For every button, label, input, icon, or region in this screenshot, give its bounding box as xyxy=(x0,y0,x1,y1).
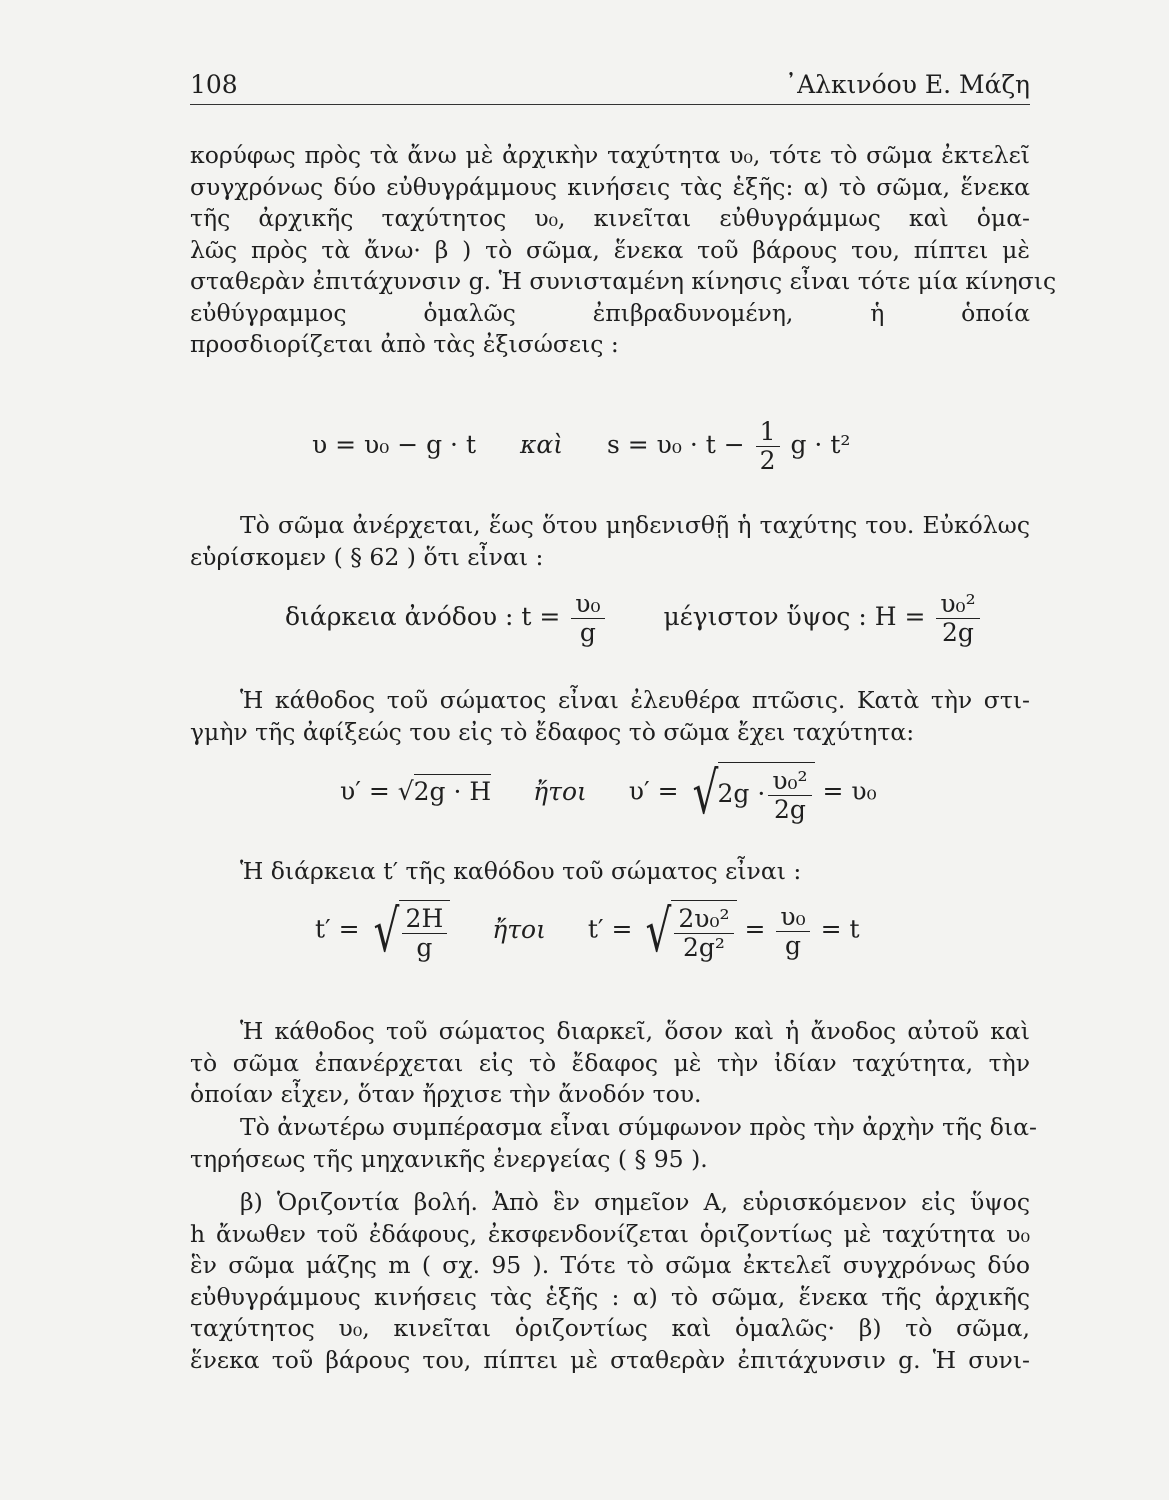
text-line: β) Ὁριζοντία βολή. Ἀπὸ ἓν σημεῖον Α, εὑρισκόμενον εἰς ὕψος xyxy=(240,1188,1030,1216)
fraction-denominator: g xyxy=(579,618,596,647)
page-number: 108 xyxy=(190,70,238,99)
text-line: τῆς ἀρχικῆς ταχύτητος υ₀, κινεῖται εὐθυγράμμως καὶ ὁμα- xyxy=(190,204,1030,232)
equals-sign: = xyxy=(744,914,766,944)
fraction-2v-2g xyxy=(674,905,733,962)
paragraph-descent-duration xyxy=(190,856,1030,888)
text-line: Ἡ κάθοδος τοῦ σώματος εἶναι ἐλευθέρα πτῶσις. Κατὰ τὴν στι- xyxy=(240,686,1030,714)
text-line: σταθερὰν ἐπιτάχυνσιν g. Ἡ συνισταμένη κίνησις εἶναι τότε μία κίνησις xyxy=(190,267,1057,295)
fraction-numerator: 2H xyxy=(405,904,444,933)
text-line: ὁποίαν εἶχεν, ὅταν ἤρχισε τὴν ἄνοδόν του. xyxy=(190,1080,702,1108)
fraction-h xyxy=(936,590,979,647)
author-name: ᾿Αλκινόου Ε. Μάζη xyxy=(784,70,1030,99)
fraction-denominator: g xyxy=(416,933,433,962)
running-header xyxy=(190,70,1030,106)
time-result: = t xyxy=(820,914,860,944)
paragraph-vertical-throw xyxy=(190,140,1057,361)
velocity-result: = υ₀ xyxy=(822,776,877,806)
radical-sign: √ xyxy=(645,897,672,965)
header-rule xyxy=(190,104,1030,105)
fraction-2h-g xyxy=(402,905,448,962)
paragraph-conclusion xyxy=(190,1016,1030,1111)
max-height-label: μέγιστον ὕψος : H = xyxy=(663,602,926,631)
equation-final-velocity xyxy=(340,759,877,827)
text-line: κορύφως πρὸς τὰ ἄνω μὲ ἀρχικὴν ταχύτητα υ₀, τότε τὸ σῶμα ἐκτελεῖ xyxy=(190,141,1030,169)
text-line: Τὸ ἀνωτέρω συμπέρασμα εἶναι σύμφωνον πρὸς τὴν ἀρχὴν τῆς δια- xyxy=(240,1113,1037,1141)
equation-descent-time xyxy=(315,897,860,965)
htoi-word: ἤτοι xyxy=(492,914,546,944)
fraction-numerator: υ₀ xyxy=(575,589,601,618)
paragraph-horizontal-throw xyxy=(190,1187,1030,1376)
fraction-v-g xyxy=(776,903,809,960)
text-line: Ἡ διάρκεια t′ τῆς καθόδου τοῦ σώματος εἶναι : xyxy=(240,857,802,885)
radicand-group xyxy=(671,900,736,962)
equation-duration-height xyxy=(285,590,983,647)
radicand-text: 2g · xyxy=(717,779,766,808)
radical-sign: √ xyxy=(373,897,400,965)
text-line: ἕνεκα τοῦ βάρους του, πίπτει μὲ σταθερὰν ἐπιτάχυνσιν g. Ἡ συνι- xyxy=(190,1345,1030,1374)
fraction-in-root xyxy=(768,767,811,824)
text-line: Τὸ σῶμα ἀνέρχεται, ἕως ὅτου μηδενισθῇ ἡ ταχύτης του. Εὐκόλως xyxy=(240,511,1030,539)
fraction-numerator: 2υ₀² xyxy=(678,904,730,933)
text-line: προσδιορίζεται ἀπὸ τὰς ἐξισώσεις : xyxy=(190,330,619,358)
radicand: 2g · H xyxy=(414,774,492,806)
fraction-numerator: υ₀² xyxy=(772,766,808,795)
radicand-group xyxy=(718,762,815,824)
fraction-numerator: 1 xyxy=(759,417,776,446)
text-line: τὸ σῶμα ἐπανέρχεται εἰς τὸ ἔδαφος μὲ τὴν ἰδίαν ταχύτητα, τὴν xyxy=(190,1048,1030,1077)
paragraph-energy xyxy=(190,1112,1037,1175)
ascent-duration-label: διάρκεια ἀνόδου : t = xyxy=(285,602,561,631)
displacement-equation-b: g · t² xyxy=(790,430,851,459)
text-line: εὑρίσκομεν ( § 62 ) ὅτι εἶναι : xyxy=(190,542,544,571)
time-mid: t′ = xyxy=(587,914,633,944)
text-line: h ἄνωθεν τοῦ ἐδάφους, ἐκσφενδονίζεται ὁριζοντίως μὲ ταχύτητα υ₀ xyxy=(190,1219,1030,1248)
htoi-word: ἤτοι xyxy=(533,776,587,806)
fraction-half xyxy=(756,418,780,475)
equation-motion xyxy=(312,418,850,475)
text-line: λῶς πρὸς τὰ ἄνω· β ) τὸ σῶμα, ἕνεκα τοῦ βάρους του, πίπτει μὲ xyxy=(190,235,1030,264)
kai-word: καὶ xyxy=(519,430,564,459)
time-left: t′ = xyxy=(315,914,360,944)
fraction-numerator: υ₀ xyxy=(780,901,806,931)
radical-sign: √ xyxy=(692,759,718,827)
fraction-denominator: 2 xyxy=(759,446,776,475)
text-line: εὐθύγραμμος ὁμαλῶς ἐπιβραδυνομένη, ἡ ὁποία xyxy=(190,298,1030,327)
fraction-denominator: g xyxy=(785,930,802,960)
text-line: ἓν σῶμα μάζης m ( σχ. 95 ). Τότε τὸ σῶμα ἐκτελεῖ συγχρόνως δύο xyxy=(190,1251,1030,1279)
fraction-numerator: υ₀² xyxy=(940,589,976,618)
fraction-denominator: 2g xyxy=(773,795,806,824)
paragraph-ascent xyxy=(190,510,1030,573)
fraction-denominator: 2g xyxy=(942,618,974,647)
text-line: γμὴν τῆς ἀφίξεώς του εἰς τὸ ἔδαφος τὸ σῶμα ἔχει ταχύτητα: xyxy=(190,717,915,746)
text-line: εὐθυγράμμους κινήσεις τὰς ἑξῆς : α) τὸ σῶμα, ἕνεκα τῆς ἀρχικῆς xyxy=(190,1282,1030,1311)
fraction-denominator: 2g² xyxy=(683,933,725,962)
displacement-equation-a: s = υ₀ · t − xyxy=(607,430,745,459)
text-line: τηρήσεως τῆς μηχανικῆς ἐνεργείας ( § 95 ). xyxy=(190,1144,708,1173)
paragraph-descent xyxy=(190,685,1030,748)
radicand-group xyxy=(399,900,451,962)
text-line: ταχύτητος υ₀, κινεῖται ὁριζοντίως καὶ ὁμαλῶς· β) τὸ σῶμα, xyxy=(190,1314,1030,1342)
text-line: συγχρόνως δύο εὐθυγράμμους κινήσεις τὰς ἑξῆς: α) τὸ σῶμα, ἕνεκα xyxy=(190,172,1030,201)
velocity-left: υ′ = √ xyxy=(340,776,414,806)
velocity-equation: υ = υ₀ − g · t xyxy=(312,430,476,459)
fraction-t xyxy=(571,590,604,647)
text-line: Ἡ κάθοδος τοῦ σώματος διαρκεῖ, ὅσον καὶ ἡ ἄνοδος αὐτοῦ καὶ xyxy=(240,1017,1030,1045)
velocity-mid: υ′ = xyxy=(628,776,679,806)
